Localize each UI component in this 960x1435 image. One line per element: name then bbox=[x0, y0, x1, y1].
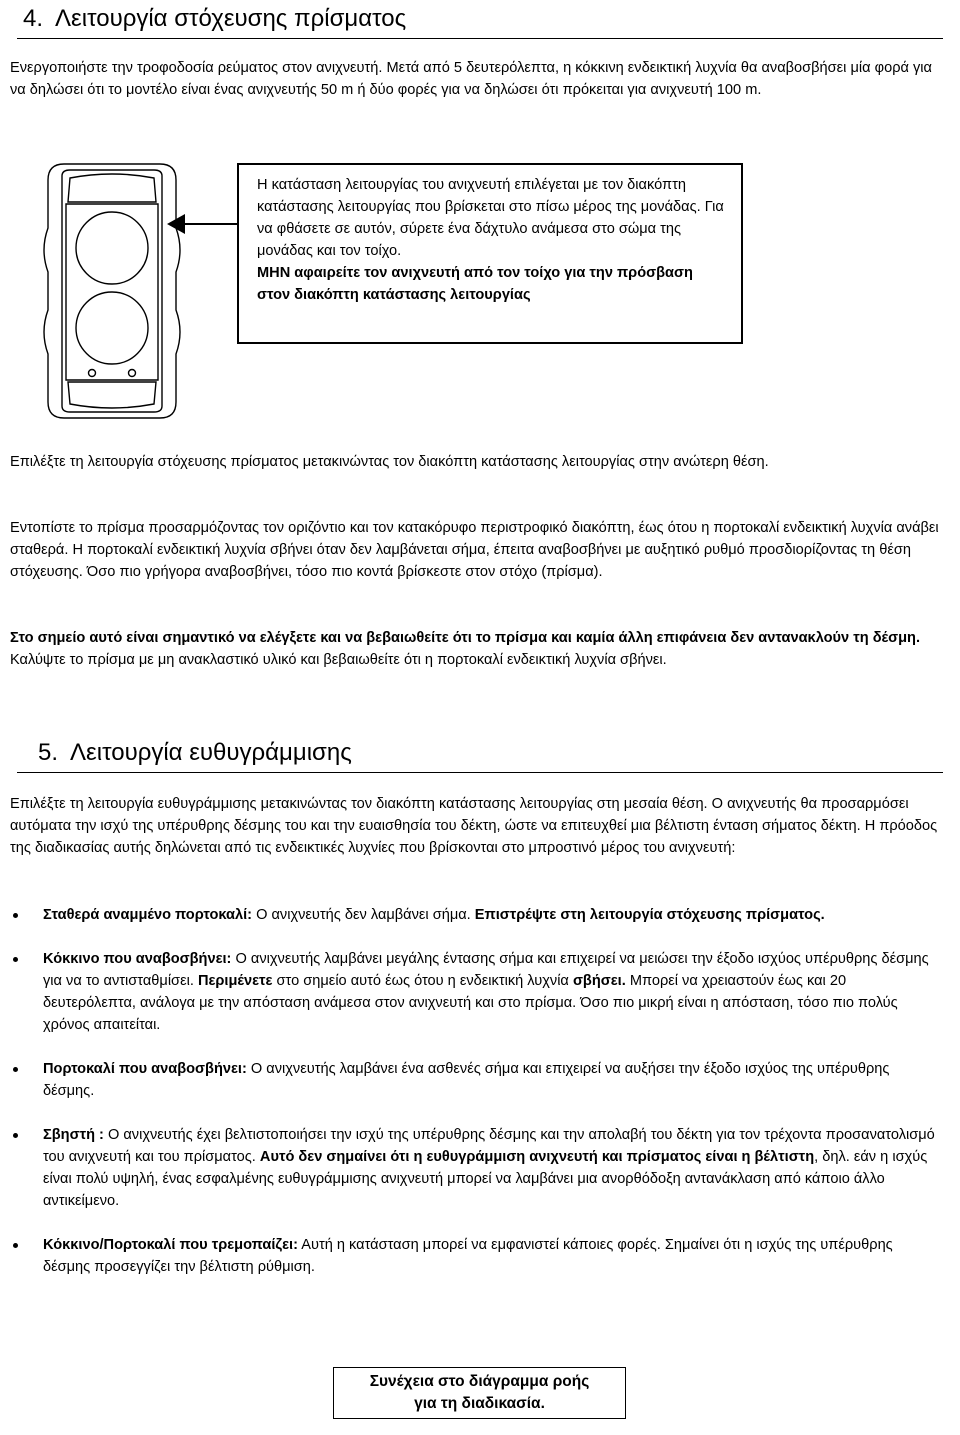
callout-warning: ΜΗΝ αφαιρείτε τον ανιχνευτή από τον τοίχο για την πρόσβαση στον διακόπτη κατάστασης λειτουργίας bbox=[257, 265, 693, 303]
state-label-flashing-orange: Πορτοκαλί που αναβοσβήνει: bbox=[43, 1061, 247, 1077]
section-4-number: 4. bbox=[23, 5, 44, 32]
section-5-intro: Επιλέξτε τη λειτουργία ευθυγράμμισης μετακινώντας τον διακόπτη κατάστασης λειτουργίας στη μεσαία θέση. Ο ανιχνευτής θα προσαρμόσει αυτόματα την ισχύ της υπέρυθρης δέσμης του και την ευαισθησία του δέκτη, ώστε να επιτευχθεί μια βέλτιστη ένταση σήματος δέκτη. Η πρόοδος της διαδικασίας αυτής δηλώνεται από τις ενδεικτικές λυχνίες που βρίσκονται στο μπροστινό μέρος του ανιχνευτή: bbox=[10, 796, 938, 856]
state-label-flicker: Κόκκινο/Πορτοκαλί που τρεμοπαίζει: bbox=[43, 1237, 298, 1253]
list-item bbox=[10, 904, 940, 926]
detector-top-cap bbox=[68, 174, 156, 202]
state-emphasis: Αυτό δεν σημαίνει ότι η ευθυγράμμιση ανιχνευτή και πρίσματος είναι η βέλτιστη bbox=[259, 1149, 815, 1165]
mode-switch-callout bbox=[237, 163, 743, 344]
state-text: Ο ανιχνευτής λαμβάνει μεγάλης έντασης σήμα και επιχειρεί να μειώσει την έξοδο ισχύος υπέρυθρης δέσμης για να το αντισταθμίσει. bbox=[43, 951, 929, 989]
indicator-states-list bbox=[10, 904, 940, 1300]
section-5-title: Λειτουργία ευθυγράμμισης bbox=[70, 739, 352, 766]
upper-lens bbox=[76, 212, 148, 284]
list-item bbox=[10, 1058, 940, 1102]
bullet-icon bbox=[13, 1243, 18, 1248]
section-4-warning-rest: Καλύψτε το πρίσμα με μη ανακλαστικό υλικό και βεβαιωθείτε ότι η πορτοκαλί ενδεικτική λυχνία σβήνει. bbox=[10, 652, 667, 668]
arrow-left-icon bbox=[167, 214, 185, 234]
state-label-off: Σβηστή : bbox=[43, 1127, 104, 1143]
lower-lens bbox=[76, 292, 148, 364]
section-4-heading bbox=[17, 4, 943, 39]
indicator-led-right bbox=[129, 370, 136, 377]
detector-illustration bbox=[40, 160, 185, 422]
state-text: Ο ανιχνευτής έχει βελτιστοποιήσει την ισχύ της υπέρυθρης δέσμης και την απολαβή του δέκτη για τον τρέχοντα προσανατολισμό του ανιχνευτή και του πρίσματος. bbox=[43, 1127, 935, 1165]
state-emphasis: σβήσει. bbox=[572, 973, 626, 989]
section-5-heading bbox=[17, 738, 943, 773]
bullet-icon bbox=[13, 913, 18, 918]
state-text: , δηλ. εάν η ισχύς είναι πολύ υψηλή, ένας εσφαλμένης ευθυγράμμισης ανιχνευτή μπορεί να λαμβάνει μια ανορθόδοξη αντανάκλαση από κάποιο άλλο αντικείμενο. bbox=[43, 1149, 928, 1209]
callout-text: Η κατάσταση λειτουργίας του ανιχνευτή επιλέγεται με τον διακόπτη κατάστασης λειτουργίας που βρίσκεται στο πίσω μέρος της μονάδας. Για να φθάσετε σε αυτόν, σύρετε ένα δάχτυλο ανάμεσα στο σώμα της μονάδας και τον τοίχο. bbox=[257, 177, 724, 259]
flowchart-reference-box bbox=[333, 1367, 626, 1419]
state-label-steady-orange: Σταθερά αναμμένο πορτοκαλί: bbox=[43, 907, 253, 923]
detector-inner-shell bbox=[62, 170, 162, 412]
state-text: Μπορεί να χρειαστούν έως και 20 δευτερόλεπτα, ανάλογα με την απόσταση ανάμεσα στον ανιχνευτή και στο πρίσμα. Όσο πιο μικρή είναι η απόσταση, τόσο πιο πολύς χρόνος απαιτείται. bbox=[43, 973, 898, 1033]
state-text: Ο ανιχνευτής δεν λαμβάνει σήμα. bbox=[252, 907, 475, 923]
state-label-flashing-red: Κόκκινο που αναβοσβήνει: bbox=[43, 951, 232, 967]
section-4-intro: Ενεργοποιήστε την τροφοδοσία ρεύματος στον ανιχνευτή. Μετά από 5 δευτερόλεπτα, η κόκκινη ενδεικτική λυχνία θα αναβοσβήσει μία φορά για να δηλώσει ότι το μοντέλο είναι ένας ανιχνευτής 50 m ή δύο φορές για να δηλώσει ότι πρόκειται για ανιχνευτή 100 m. bbox=[10, 60, 932, 98]
bullet-icon bbox=[13, 1133, 18, 1138]
section-5-number: 5. bbox=[38, 739, 59, 766]
bullet-icon bbox=[13, 957, 18, 962]
section-4-title: Λειτουργία στόχευσης πρίσματος bbox=[55, 5, 407, 32]
list-item bbox=[10, 1124, 940, 1212]
list-item bbox=[10, 1234, 940, 1278]
state-emphasis: Περιμένετε bbox=[197, 973, 273, 989]
section-4-paragraph-1: Επιλέξτε τη λειτουργία στόχευσης πρίσματος μετακινώντας τον διακόπτη κατάστασης λειτουργίας στην ανώτερη θέση. bbox=[10, 454, 769, 470]
section-4-paragraph-2: Εντοπίστε το πρίσμα προσαρμόζοντας τον οριζόντιο και τον κατακόρυφο περιστροφικό διακόπτη, έως ότου η πορτοκαλί ενδεικτική λυχνία ανάβει σταθερά. Η πορτοκαλί ενδεικτική λυχνία σβήνει όταν δεν λαμβάνεται σήμα, έπειτα αναβοσβήνει με αυξητικό ρυθμό προσδιορίζοντας τη θέση στόχευσης. Όσο πιο γρήγορα αναβοσβήνει, τόσο πιο κοντά βρίσκεστε στον στόχο (πρίσμα). bbox=[10, 520, 939, 580]
bullet-icon bbox=[13, 1067, 18, 1072]
footer-line-1: Συνέχεια στο διάγραμμα ροής bbox=[369, 1373, 590, 1390]
footer-line-2: για τη διαδικασία. bbox=[414, 1395, 545, 1412]
state-text: Ο ανιχνευτής λαμβάνει ένα ασθενές σήμα και επιχειρεί να αυξήσει την έξοδο ισχύος της υπέρυθρης δέσμης. bbox=[43, 1061, 890, 1099]
callout-arrow-line bbox=[182, 223, 237, 225]
list-item bbox=[10, 948, 940, 1036]
state-text: Αυτή η κατάσταση μπορεί να εμφανιστεί κάποιες φορές. Σημαίνει ότι η ισχύς της υπέρυθρης δέσμης προσεγγίζει την βέλτιστη ρύθμιση. bbox=[43, 1237, 893, 1275]
state-emphasis: Επιστρέψτε στη λειτουργία στόχευσης πρίσματος. bbox=[474, 907, 825, 923]
state-text: στο σημείο αυτό έως ότου η ενδεικτική λυχνία bbox=[272, 973, 573, 989]
indicator-led-left bbox=[89, 370, 96, 377]
detector-bottom-cap bbox=[68, 382, 156, 408]
section-4-warning-bold: Στο σημείο αυτό είναι σημαντικό να ελέγξετε και να βεβαιωθείτε ότι το πρίσμα και καμία άλλη επιφάνεια δεν αντανακλούν τη δέσμη. bbox=[10, 630, 921, 646]
section-4-paragraph-3 bbox=[10, 627, 940, 671]
